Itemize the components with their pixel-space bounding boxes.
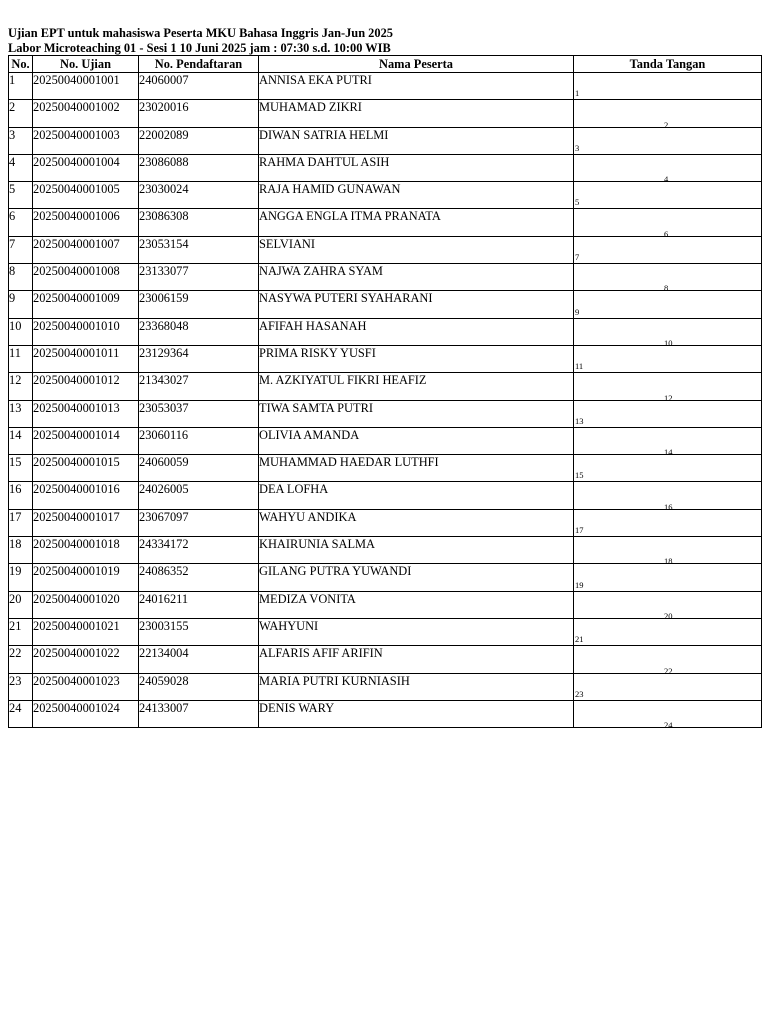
signature-cell[interactable] (574, 345, 762, 372)
cell-no-pendaftaran: 22134004 (139, 646, 259, 673)
signature-number: 22 (664, 665, 673, 676)
signature-number: 20 (664, 610, 673, 621)
cell-no-pendaftaran: 23053037 (139, 400, 259, 427)
cell-nama-peserta: PRIMA RISKY YUSFI (259, 345, 574, 372)
cell-no-ujian: 20250040001011 (33, 345, 139, 372)
cell-nama-peserta: ANGGA ENGLA ITMA PRANATA (259, 209, 574, 236)
table-row (9, 73, 762, 100)
signature-number: 18 (664, 556, 673, 567)
cell-nama-peserta: KHAIRUNIA SALMA (259, 537, 574, 564)
table-row (9, 482, 762, 509)
cell-nama-peserta: RAHMA DAHTUL ASIH (259, 154, 574, 181)
cell-no-ujian: 20250040001003 (33, 127, 139, 154)
session-info: Labor Microteaching 01 - Sesi 1 10 Juni 2025 jam : 07:30 s.d. 10:00 WIB (8, 40, 391, 55)
signature-cell[interactable] (574, 318, 762, 348)
column-header-tanda-tangan: Tanda Tangan (574, 56, 762, 73)
cell-no-ujian: 20250040001018 (33, 537, 139, 564)
table-row (9, 182, 762, 209)
signature-number: 13 (575, 415, 584, 426)
signature-cell[interactable] (574, 509, 762, 536)
cell-no-ujian: 20250040001001 (33, 73, 139, 100)
cell-no-ujian: 20250040001016 (33, 482, 139, 509)
cell-no: 10 (9, 318, 33, 345)
cell-no: 14 (9, 427, 33, 454)
cell-no-ujian: 20250040001019 (33, 564, 139, 591)
cell-no: 16 (9, 482, 33, 509)
cell-no-pendaftaran: 23053154 (139, 236, 259, 263)
signature-cell[interactable] (574, 646, 762, 676)
cell-nama-peserta: NAJWA ZAHRA SYAM (259, 264, 574, 291)
cell-no-pendaftaran: 24016211 (139, 591, 259, 618)
signature-number: 15 (575, 470, 584, 481)
signature-number: 3 (575, 142, 580, 153)
cell-nama-peserta: RAJA HAMID GUNAWAN (259, 182, 574, 209)
cell-no: 5 (9, 182, 33, 209)
signature-number: 23 (575, 688, 584, 699)
cell-no-pendaftaran: 23067097 (139, 509, 259, 536)
signature-cell[interactable] (574, 591, 762, 621)
attendance-table (8, 55, 762, 731)
cell-nama-peserta: OLIVIA AMANDA (259, 427, 574, 454)
signature-cell[interactable] (574, 455, 762, 482)
signature-cell[interactable] (574, 427, 762, 458)
cell-no: 7 (9, 236, 33, 263)
cell-no: 13 (9, 400, 33, 427)
cell-no-ujian: 20250040001006 (33, 209, 139, 236)
signature-cell[interactable] (574, 291, 762, 318)
table-row (9, 291, 762, 318)
signature-cell[interactable] (574, 373, 762, 403)
cell-no: 3 (9, 127, 33, 154)
cell-no-ujian: 20250040001020 (33, 591, 139, 618)
cell-no-pendaftaran: 22002089 (139, 127, 259, 154)
cell-nama-peserta: NASYWA PUTERI SYAHARANI (259, 291, 574, 318)
document-title: Ujian EPT untuk mahasiswa Peserta MKU Bahasa Inggris Jan-Jun 2025 (8, 26, 393, 40)
cell-nama-peserta: ALFARIS AFIF ARIFIN (259, 646, 574, 673)
column-header-no-ujian: No. Ujian (33, 56, 139, 73)
signature-number: 8 (664, 283, 669, 294)
cell-no: 2 (9, 100, 33, 127)
cell-no: 6 (9, 209, 33, 236)
signature-number: 9 (575, 306, 580, 317)
signature-cell[interactable] (574, 537, 762, 567)
cell-no-ujian: 20250040001007 (33, 236, 139, 263)
cell-nama-peserta: DEA LOFHA (259, 482, 574, 509)
cell-no: 20 (9, 591, 33, 618)
cell-no-ujian: 20250040001024 (33, 700, 139, 727)
cell-no: 23 (9, 673, 33, 700)
cell-no: 8 (9, 264, 33, 291)
cell-no-ujian: 20250040001015 (33, 455, 139, 482)
cell-no-ujian: 20250040001005 (33, 182, 139, 209)
table-row (9, 618, 762, 645)
signature-number: 10 (664, 337, 673, 348)
cell-no-pendaftaran: 23133077 (139, 264, 259, 291)
cell-no: 17 (9, 509, 33, 536)
table-row (9, 127, 762, 154)
table-row (9, 591, 762, 618)
cell-nama-peserta: SELVIANI (259, 236, 574, 263)
cell-no-ujian: 20250040001002 (33, 100, 139, 127)
signature-number: 12 (664, 392, 673, 403)
cell-no-pendaftaran: 23030024 (139, 182, 259, 209)
table-row (9, 646, 762, 673)
signature-cell[interactable] (574, 73, 762, 100)
cell-no-ujian: 20250040001017 (33, 509, 139, 536)
signature-number: 6 (664, 228, 669, 239)
column-header-no-pendaftaran: No. Pendaftaran (139, 56, 259, 73)
signature-cell[interactable] (574, 209, 762, 239)
cell-no-pendaftaran: 24026005 (139, 482, 259, 509)
signature-number: 21 (575, 634, 584, 645)
signature-cell[interactable] (574, 236, 762, 263)
cell-no-pendaftaran: 21343027 (139, 373, 259, 400)
table-header-row (9, 56, 762, 73)
cell-no: 15 (9, 455, 33, 482)
cell-nama-peserta: MUHAMMAD HAEDAR LUTHFI (259, 455, 574, 482)
signature-cell[interactable] (574, 100, 762, 130)
cell-no-pendaftaran: 23020016 (139, 100, 259, 127)
signature-cell[interactable] (574, 482, 762, 512)
cell-nama-peserta: MEDIZA VONITA (259, 591, 574, 618)
cell-no-pendaftaran: 23003155 (139, 618, 259, 645)
signature-number: 16 (664, 501, 673, 512)
table-row (9, 264, 762, 291)
cell-no-pendaftaran: 24060007 (139, 73, 259, 100)
cell-no-pendaftaran: 24060059 (139, 455, 259, 482)
table-body (9, 73, 762, 731)
signature-cell[interactable] (574, 127, 762, 154)
cell-nama-peserta: MUHAMAD ZIKRI (259, 100, 574, 127)
signature-cell[interactable] (574, 264, 762, 294)
signature-cell[interactable] (574, 154, 762, 185)
attendance-page (8, 26, 761, 731)
cell-no-pendaftaran: 24086352 (139, 564, 259, 591)
cell-nama-peserta: DENIS WARY (259, 700, 574, 727)
cell-no-pendaftaran: 23086308 (139, 209, 259, 236)
cell-no-pendaftaran: 23368048 (139, 318, 259, 345)
table-row (9, 673, 762, 700)
cell-no-pendaftaran: 23086088 (139, 154, 259, 181)
cell-no-pendaftaran: 24334172 (139, 537, 259, 564)
column-header-no: No. (9, 56, 33, 73)
cell-no-pendaftaran: 23129364 (139, 345, 259, 372)
cell-nama-peserta: WAHYU ANDIKA (259, 509, 574, 536)
signature-cell[interactable] (574, 400, 762, 427)
cell-no: 4 (9, 154, 33, 181)
cell-nama-peserta: GILANG PUTRA YUWANDI (259, 564, 574, 591)
table-row (9, 700, 762, 727)
table-row (9, 236, 762, 263)
signature-cell[interactable] (574, 182, 762, 209)
cell-nama-peserta: TIWA SAMTA PUTRI (259, 400, 574, 427)
cell-no-ujian: 20250040001012 (33, 373, 139, 400)
cell-no-ujian: 20250040001014 (33, 427, 139, 454)
table-row (9, 345, 762, 372)
table-row (9, 509, 762, 536)
signature-number: 1 (575, 88, 580, 99)
cell-no: 9 (9, 291, 33, 318)
cell-no: 12 (9, 373, 33, 400)
table-row (9, 455, 762, 482)
cell-no-pendaftaran: 23060116 (139, 427, 259, 454)
cell-no-ujian: 20250040001021 (33, 618, 139, 645)
table-row (9, 537, 762, 564)
cell-no-ujian: 20250040001023 (33, 673, 139, 700)
cell-no-pendaftaran: 23006159 (139, 291, 259, 318)
cell-no: 18 (9, 537, 33, 564)
signature-cell[interactable] (574, 618, 762, 645)
column-header-nama-peserta: Nama Peserta (259, 56, 574, 73)
signature-number: 4 (664, 174, 669, 185)
signature-number: 11 (575, 361, 584, 372)
table-row (9, 564, 762, 591)
signature-number: 19 (575, 579, 584, 590)
table-row (9, 209, 762, 236)
cell-nama-peserta: WAHYUNI (259, 618, 574, 645)
cell-nama-peserta: MARIA PUTRI KURNIASIH (259, 673, 574, 700)
signature-number: 7 (575, 252, 580, 263)
cell-no-ujian: 20250040001008 (33, 264, 139, 291)
signature-cell[interactable] (574, 700, 762, 731)
cell-nama-peserta: DIWAN SATRIA HELMI (259, 127, 574, 154)
signature-number: 2 (664, 119, 669, 130)
cell-nama-peserta: AFIFAH HASANAH (259, 318, 574, 345)
cell-no: 22 (9, 646, 33, 673)
cell-nama-peserta: M. AZKIYATUL FIKRI HEAFIZ (259, 373, 574, 400)
cell-no-ujian: 20250040001013 (33, 400, 139, 427)
cell-no: 19 (9, 564, 33, 591)
table-row (9, 400, 762, 427)
signature-number: 14 (664, 447, 673, 458)
cell-no: 1 (9, 73, 33, 100)
cell-no-ujian: 20250040001009 (33, 291, 139, 318)
table-row (9, 318, 762, 345)
table-row (9, 373, 762, 400)
table-row (9, 427, 762, 454)
cell-no: 21 (9, 618, 33, 645)
signature-number: 17 (575, 525, 584, 536)
cell-no-ujian: 20250040001004 (33, 154, 139, 181)
cell-no-ujian: 20250040001010 (33, 318, 139, 345)
cell-nama-peserta: ANNISA EKA PUTRI (259, 73, 574, 100)
cell-no-pendaftaran: 24133007 (139, 700, 259, 727)
table-row (9, 154, 762, 181)
table-row (9, 100, 762, 127)
cell-no-pendaftaran: 24059028 (139, 673, 259, 700)
cell-no: 24 (9, 700, 33, 727)
cell-no-ujian: 20250040001022 (33, 646, 139, 673)
signature-cell[interactable] (574, 564, 762, 591)
signature-number: 24 (664, 720, 673, 731)
signature-number: 5 (575, 197, 580, 208)
signature-cell[interactable] (574, 673, 762, 700)
cell-no: 11 (9, 345, 33, 372)
